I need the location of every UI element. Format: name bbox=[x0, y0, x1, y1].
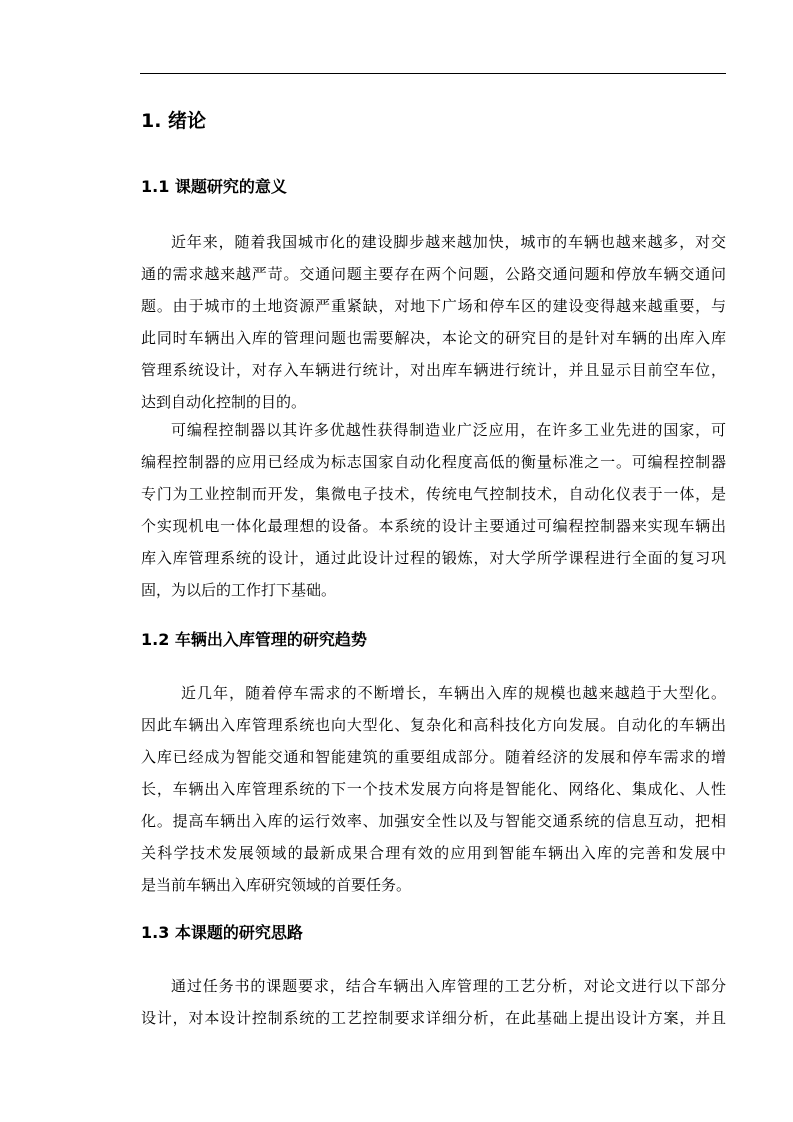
text-line: 长，车辆出入库管理系统的下一个技术发展方向将是智能化、网络化、集成化、人性 bbox=[141, 780, 726, 798]
paragraph-plc bbox=[141, 414, 726, 606]
header-rule bbox=[140, 73, 726, 74]
text-line: 库入库管理系统的设计，通过此设计过程的锻炼，对大学所学课程进行全面的复习巩 bbox=[141, 549, 726, 567]
text-line: 题。由于城市的土地资源严重紧缺，对地下广场和停车区的建设变得越来越重要，与 bbox=[141, 297, 726, 315]
text-line: 达到自动化控制的目的。 bbox=[141, 393, 307, 411]
paragraph-significance bbox=[141, 226, 726, 418]
section-1-2-heading: 1.2 车辆出入库管理的研究趋势 bbox=[141, 630, 367, 649]
section-1-3-heading: 1.3 本课题的研究思路 bbox=[141, 923, 303, 942]
text-line: 因此车辆出入库管理系统也向大型化、复杂化和高科技化方向发展。自动化的车辆出 bbox=[141, 716, 726, 734]
text-line: 设计，对本设计控制系统的工艺控制要求详细分析，在此基础上提出设计方案，并且 bbox=[141, 1009, 726, 1027]
section-1-1-heading: 1.1 课题研究的意义 bbox=[141, 177, 287, 196]
text-line: 固，为以后的工作打下基础。 bbox=[141, 581, 337, 599]
text-line: 关科学技术发展领域的最新成果合理有效的应用到智能车辆出入库的完善和发展中 bbox=[141, 844, 726, 862]
chapter-title: 1. 绪论 bbox=[141, 110, 207, 132]
text-line: 近几年，随着停车需求的不断增长，车辆出入库的规模也越来越趋于大型化。 bbox=[181, 684, 726, 702]
text-line: 入库已经成为智能交通和智能建筑的重要组成部分。随着经济的发展和停车需求的增 bbox=[141, 748, 726, 766]
text-line: 通的需求越来越严苛。交通问题主要存在两个问题，公路交通问题和停放车辆交通问 bbox=[141, 265, 726, 283]
paragraph-approach bbox=[141, 970, 726, 1034]
paragraph-trends bbox=[141, 677, 726, 901]
text-line: 此同时车辆出入库的管理问题也需要解决，本论文的研究目的是针对车辆的出库入库 bbox=[141, 329, 726, 347]
text-line: 编程控制器的应用已经成为标志国家自动化程度高低的衡量标准之一。可编程控制器 bbox=[141, 453, 726, 471]
text-line: 可编程控制器以其许多优越性获得制造业广泛应用，在许多工业先进的国家，可 bbox=[171, 421, 726, 439]
text-line: 化。提高车辆出入库的运行效率、加强安全性以及与智能交通系统的信息互动，把相 bbox=[141, 812, 726, 830]
text-line: 专门为工业控制而开发，集微电子技术，传统电气控制技术，自动化仪表于一体，是 bbox=[141, 485, 726, 503]
text-line: 个实现机电一体化最理想的设备。本系统的设计主要通过可编程控制器来实现车辆出 bbox=[141, 517, 726, 535]
text-line: 是当前车辆出入库研究领域的首要任务。 bbox=[141, 876, 412, 894]
text-line: 近年来，随着我国城市化的建设脚步越来越加快，城市的车辆也越来越多，对交 bbox=[171, 233, 726, 251]
text-line: 通过任务书的课题要求，结合车辆出入库管理的工艺分析，对论文进行以下部分 bbox=[171, 977, 726, 995]
text-line: 管理系统设计，对存入车辆进行统计，对出库车辆进行统计，并且显示目前空车位， bbox=[141, 361, 726, 379]
